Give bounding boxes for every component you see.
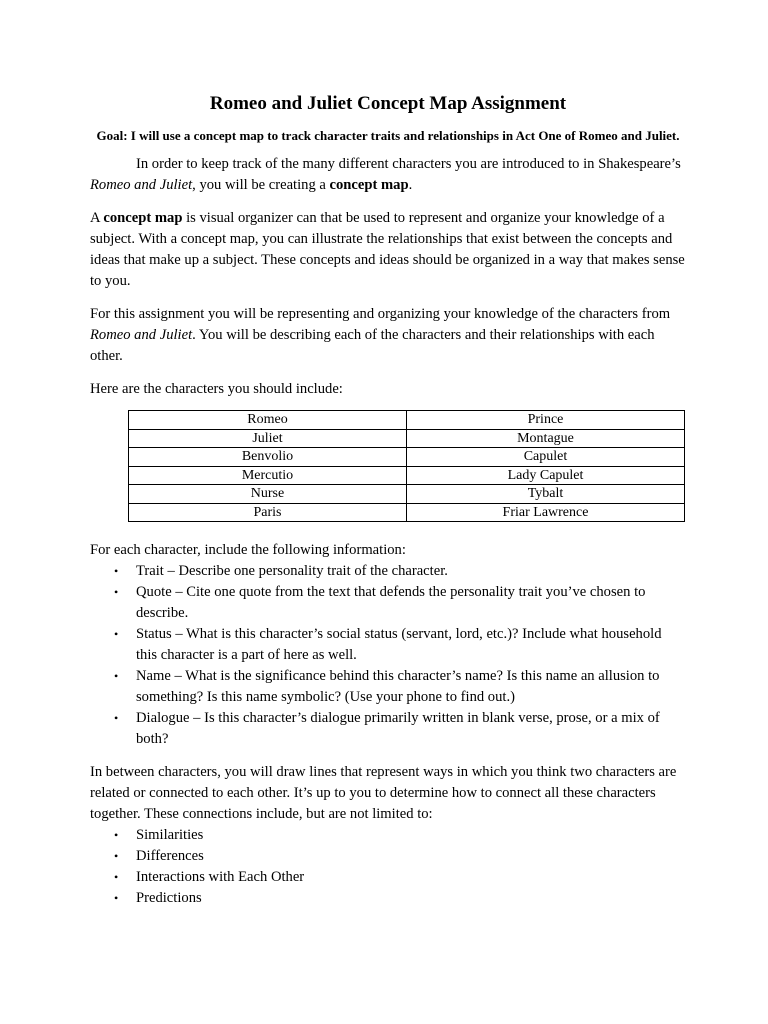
- bullet-icon: •: [114, 585, 119, 599]
- bullet-icon: •: [114, 627, 119, 641]
- concept-map-term: concept map: [329, 177, 409, 193]
- list-item-text: Dialogue – Is this character’s dialogue primarily written in blank verse, prose, or a mix of both?: [136, 710, 660, 747]
- connections-list: [90, 825, 686, 909]
- table-row: [129, 503, 685, 522]
- characters-table: [128, 410, 685, 522]
- table-row: [129, 448, 685, 467]
- characters-intro: Here are the characters you should include:: [90, 381, 343, 397]
- table-cell: Tybalt: [407, 485, 685, 504]
- page-title: Romeo and Juliet Concept Map Assignment: [209, 93, 567, 114]
- table-cell: Montague: [407, 429, 685, 448]
- definition-text-1: A: [90, 210, 104, 226]
- table-cell: Friar Lawrence: [407, 503, 685, 522]
- list-item: [114, 867, 686, 888]
- definition-paragraph: [90, 208, 686, 292]
- bullet-icon: •: [114, 828, 119, 842]
- intro-text-1: In order to keep track of the many different characters you are introduced to in Shakespeare’s: [136, 156, 681, 172]
- info-list: [90, 561, 686, 750]
- table-cell: Paris: [129, 503, 407, 522]
- document-page: [90, 92, 686, 921]
- assignment-text-2: . You will be describing each of the characters and their relationships with each other.: [90, 327, 655, 364]
- bullet-icon: •: [114, 891, 119, 905]
- list-item-text: Name – What is the significance behind this character’s name? Is this name an allusion to something? Is this name symbolic? (Use your phone to find out.): [136, 668, 660, 705]
- table-cell: Capulet: [407, 448, 685, 467]
- table-row: [129, 429, 685, 448]
- connections-intro: In between characters, you will draw lines that represent ways in which you think two characters are related or connected to each other. It’s up to you to determine how to connect all these characters together. These connections include, but are not limited to:: [90, 764, 677, 822]
- list-item: [114, 582, 686, 624]
- table-row: [129, 466, 685, 485]
- list-item: [114, 666, 686, 708]
- bullet-icon: •: [114, 870, 119, 884]
- list-item-text: Trait – Describe one personality trait of the character.: [136, 563, 448, 579]
- play-title: Romeo and Juliet: [90, 177, 193, 193]
- bullet-icon: •: [114, 564, 119, 578]
- table-cell: Nurse: [129, 485, 407, 504]
- list-item-text: Predictions: [136, 890, 202, 906]
- list-item: [114, 825, 686, 846]
- table-cell: Romeo: [129, 411, 407, 430]
- assignment-text-1: For this assignment you will be representing and organizing your knowledge of the characters from: [90, 306, 671, 322]
- table-cell: Lady Capulet: [407, 466, 685, 485]
- concept-map-term: concept map: [103, 210, 183, 226]
- goal-statement: Goal: I will use a concept map to track character traits and relationships in Act One of Romeo and Juliet.: [96, 128, 680, 143]
- assignment-paragraph: [90, 304, 686, 367]
- table-row: [129, 485, 685, 504]
- list-item-text: Quote – Cite one quote from the text that defends the personality trait you’ve chosen to describe.: [136, 584, 646, 621]
- bullet-icon: •: [114, 669, 119, 683]
- table-cell: Juliet: [129, 429, 407, 448]
- list-item: [114, 624, 686, 666]
- list-item-text: Status – What is this character’s social status (servant, lord, etc.)? Include what household this character is a part of here as well.: [136, 626, 662, 663]
- table-cell: Benvolio: [129, 448, 407, 467]
- play-title: Romeo and Juliet: [90, 327, 193, 343]
- intro-text-3: .: [408, 177, 413, 193]
- intro-text-2: , you will be creating a: [192, 177, 330, 193]
- list-item: [114, 561, 686, 582]
- list-item: [114, 846, 686, 867]
- list-item-text: Interactions with Each Other: [136, 869, 305, 885]
- list-item-text: Similarities: [136, 827, 204, 843]
- bullet-icon: •: [114, 711, 119, 725]
- list-item: [114, 708, 686, 750]
- list-item-text: Differences: [136, 848, 204, 864]
- list-item: [114, 888, 686, 909]
- definition-text-2: is visual organizer can that be used to represent and organize your knowledge of a subject. With a concept map, you can illustrate the relationships that exist between the concepts and ideas that make up a subject. These concepts and ideas should be organized in a way that makes sense to you.: [90, 210, 685, 289]
- bullet-icon: •: [114, 849, 119, 863]
- table-row: [129, 411, 685, 430]
- intro-paragraph: [90, 154, 686, 196]
- table-cell: Mercutio: [129, 466, 407, 485]
- table-cell: Prince: [407, 411, 685, 430]
- info-intro: For each character, include the following information:: [90, 542, 406, 558]
